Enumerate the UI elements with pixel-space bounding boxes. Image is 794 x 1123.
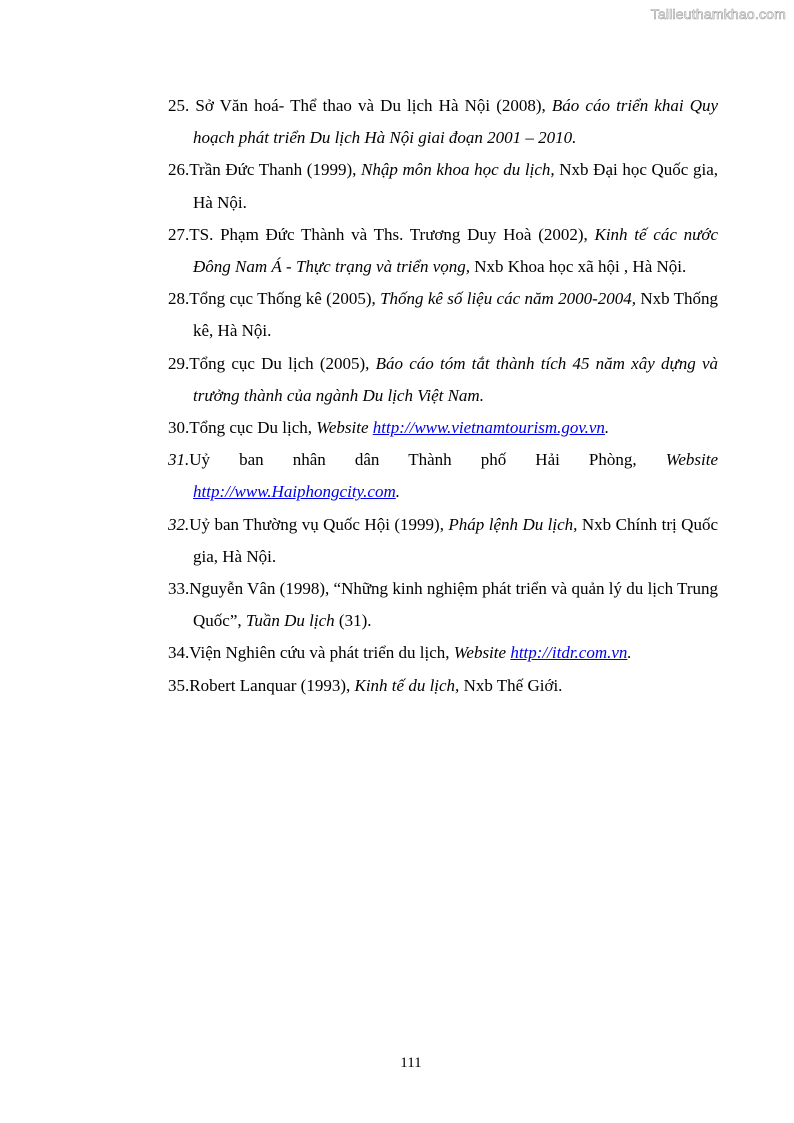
reference-authors: Sở Văn hoá- Thể thao và Du lịch Hà Nội (2008),	[195, 96, 552, 115]
reference-number: 29.	[168, 353, 190, 373]
page-number: 111	[400, 1055, 422, 1071]
reference-number: 27.	[168, 224, 190, 244]
reference-number: 25.	[168, 96, 196, 115]
reference-number: 32.	[168, 514, 190, 534]
reference-publisher: Nxb Khoa học xã hội , Hà Nội.	[470, 257, 687, 277]
reference-item-26	[168, 154, 718, 218]
reference-item-25	[168, 90, 718, 154]
reference-title: Kinh tế du lịch,	[354, 675, 460, 695]
reference-authors: Tổng cục Thống kê (2005),	[189, 289, 381, 309]
reference-list	[168, 90, 718, 702]
reference-publisher: Nxb Chính trị Quốc gia, Hà Nội.	[193, 514, 719, 566]
reference-number: 26.	[168, 160, 190, 180]
reference-item-31	[168, 444, 718, 508]
reference-item-35	[168, 670, 718, 702]
reference-title: Thống kê số liệu các năm 2000-2004,	[380, 289, 636, 309]
reference-publisher: Nxb Thế Giới.	[459, 675, 563, 695]
reference-title: Kinh tế các nước Đông Nam Á - Thực trạng và triển vọng,	[193, 224, 718, 277]
reference-item-28	[168, 283, 718, 347]
reference-item-30	[168, 412, 718, 444]
reference-item-32	[168, 509, 718, 573]
reference-title: Pháp lệnh Du lịch,	[448, 514, 578, 534]
reference-authors: Robert Lanquar (1993),	[189, 675, 355, 695]
reference-number: 33.	[168, 579, 190, 599]
website-label: Website	[316, 418, 373, 438]
reference-publisher: (31).	[334, 611, 372, 631]
website-label: Website	[453, 643, 511, 663]
website-link[interactable]: http://www.vietnamtourism.gov.vn	[372, 418, 605, 438]
reference-number: 34.	[168, 643, 190, 663]
reference-authors: Viện Nghiên cứu và phát triển du lịch,	[189, 643, 454, 663]
reference-number: 30.	[168, 418, 190, 438]
reference-item-29	[168, 348, 718, 412]
reference-number: 31.	[168, 450, 190, 470]
reference-publisher: Nxb Thống kê, Hà Nội.	[193, 289, 719, 341]
reference-title: Tuần Du lịch	[245, 611, 335, 631]
reference-authors: Tổng cục Du lịch,	[189, 418, 317, 438]
reference-authors: Trần Đức Thanh (1999),	[189, 160, 362, 180]
reference-authors: Tổng cục Du lịch (2005),	[189, 353, 376, 373]
reference-number: 28.	[168, 289, 190, 309]
reference-title: Nhập môn khoa học du lịch,	[361, 160, 555, 180]
reference-title: Báo cáo triển khai Quy hoạch phát triển Du lịch Hà Nội giai đoạn 2001 – 2010.	[193, 96, 719, 148]
reference-item-33	[168, 573, 718, 637]
reference-authors: Uỷ ban Thường vụ Quốc Hội (1999),	[189, 514, 449, 534]
reference-item-27	[168, 219, 718, 283]
reference-authors: Nguyễn Vân (1998), “Những kinh nghiệm phát triển và quản lý du lịch Trung Quốc”,	[189, 579, 718, 631]
reference-number: 35.	[168, 675, 190, 695]
watermark: Tailieuthamkhao.com	[650, 6, 786, 22]
website-link[interactable]: http://www.Haiphongcity.com	[193, 482, 396, 502]
website-link[interactable]: http://itdr.com.vn	[510, 643, 628, 663]
reference-title: Báo cáo tóm tắt thành tích 45 năm xây dựng và trưởng thành của ngành Du lịch Việt Nam.	[193, 353, 718, 405]
reference-authors: TS. Phạm Đức Thành và Ths. Trương Duy Hoà (2002),	[189, 224, 595, 244]
reference-publisher: Nxb Đại học Quốc gia, Hà Nội.	[193, 160, 718, 212]
reference-item-34	[168, 637, 718, 669]
reference-authors: Uỷ ban nhân dân Thành phố Hải Phòng,	[189, 450, 666, 470]
reference-end: .	[604, 418, 610, 438]
website-label: Website	[665, 450, 718, 470]
reference-end: .	[627, 643, 632, 663]
reference-end: .	[395, 482, 400, 502]
